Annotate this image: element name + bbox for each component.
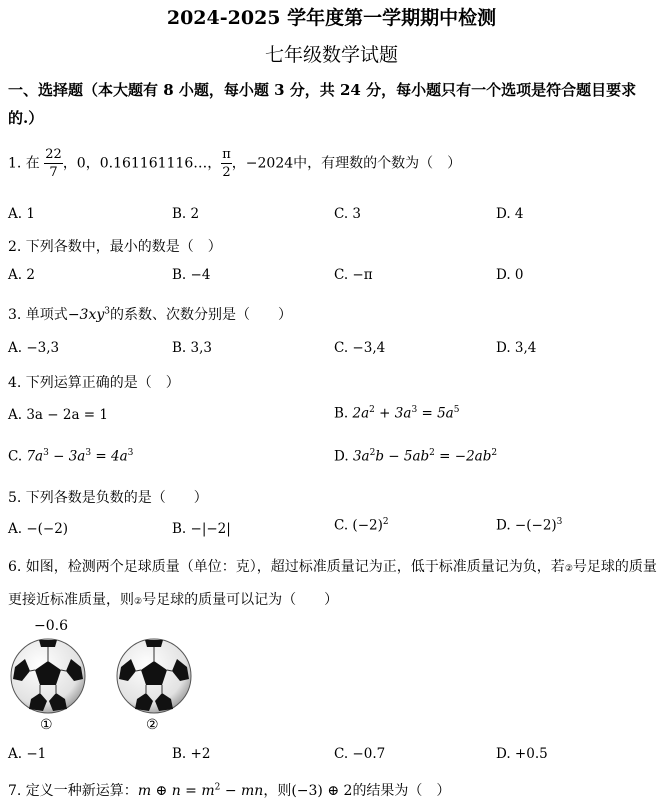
q7-definition: m ⊕ n = m: [137, 783, 215, 799]
q3-option-c[interactable]: C. −3,4: [334, 340, 386, 356]
q6-option-c[interactable]: C. −0.7: [334, 746, 386, 762]
circled-number: ②: [564, 564, 573, 574]
question-5: 5. 下列各数是负数的是（ ）: [8, 490, 208, 506]
question-7: 7. 定义一种新运算：m ⊕ $n = m^2$ − mn，则(−3) ⊕ 2的结果为（ ）: [8, 782, 451, 799]
q4-option-c[interactable]: C. $7a^3 - 3a^3 = 4a^3$: [8, 448, 134, 465]
q6-option-d[interactable]: D. +0.5: [496, 746, 548, 762]
ball-1-label: ①: [40, 717, 53, 733]
q1-middle: ，0，0.161161116…，: [62, 155, 222, 172]
fraction-22-7: $\frac{22}{7}$: [45, 147, 62, 180]
ball-1-value: −0.6: [34, 618, 68, 634]
question-1: [8, 146, 461, 181]
q3-monomial: −3xy: [67, 307, 105, 323]
question-3: [8, 304, 292, 324]
q4-option-a[interactable]: A. 3a − 2a = 1: [8, 407, 108, 423]
exam-title: 2024-2025 学年度第一学期期中检测: [166, 7, 497, 29]
q2-option-c[interactable]: C. −π: [334, 267, 373, 283]
q5-option-c[interactable]: C. $(-2)^2$: [334, 517, 389, 534]
q5-option-d[interactable]: D. $-(-2)^3$: [496, 517, 563, 534]
q7-expression: (−3) ⊕ 2: [291, 783, 353, 799]
football-1-icon: [9, 637, 87, 715]
q3-option-b[interactable]: B. 3,3: [172, 340, 212, 356]
q1-value: ，−2024: [231, 155, 294, 172]
q1-suffix: 中，有理数的个数为（ ）: [293, 155, 462, 172]
q1-option-b[interactable]: B. 2: [172, 206, 200, 222]
question-4: 4. 下列运算正确的是（ ）: [8, 375, 180, 391]
q3-monomial-exponent: 3: [104, 306, 110, 317]
q1-prefix: 1. 在: [8, 155, 40, 172]
football-2-icon: [115, 637, 193, 715]
q1-option-a[interactable]: A. 1: [8, 206, 35, 222]
q2-option-a[interactable]: A. 2: [8, 267, 35, 283]
q4-option-d[interactable]: D. $3a^2b - 5ab^2 = -2ab^2$: [334, 448, 498, 465]
q6-option-a[interactable]: A. −1: [8, 746, 47, 762]
q1-option-c[interactable]: C. 3: [334, 206, 362, 222]
q3-prefix: 3. 单项式: [8, 307, 68, 323]
q3-option-a[interactable]: A. −3,3: [8, 340, 60, 356]
fraction-pi-2: $\frac{\pi}{2}$: [222, 147, 231, 180]
q5-option-a[interactable]: A. −(−2): [8, 521, 69, 537]
q2-option-d[interactable]: D. 0: [496, 267, 524, 283]
ball-2-label: ②: [146, 717, 159, 733]
q2-option-b[interactable]: B. −4: [172, 267, 211, 283]
q5-option-b[interactable]: B. −|−2|: [172, 521, 231, 537]
q6-option-b[interactable]: B. +2: [172, 746, 211, 762]
q1-option-d[interactable]: D. 4: [496, 206, 524, 222]
q3-option-d[interactable]: D. 3,4: [496, 340, 537, 356]
section-heading: 一、选择题（本大题有 8 小题，每小题 3 分，共 24 分，每小题只有一个选项是符合题目要求的.）: [8, 81, 637, 127]
q3-suffix: 的系数、次数分别是（ ）: [110, 307, 292, 323]
question-6: 6. 如图，检测两个足球质量（单位：克），超过标准质量记为正，低于标准质量记为负，若②号足球的质量更接近标准质量，则②号足球的质量可以记为（ ）: [8, 559, 657, 608]
exam-subtitle: 七年级数学试题: [264, 44, 398, 66]
circled-number: ②: [134, 597, 143, 607]
q4-option-b[interactable]: B. $2a^2 + 3a^3 = 5a^5$: [334, 405, 460, 422]
question-2: 2. 下列各数中，最小的数是（ ）: [8, 239, 222, 255]
